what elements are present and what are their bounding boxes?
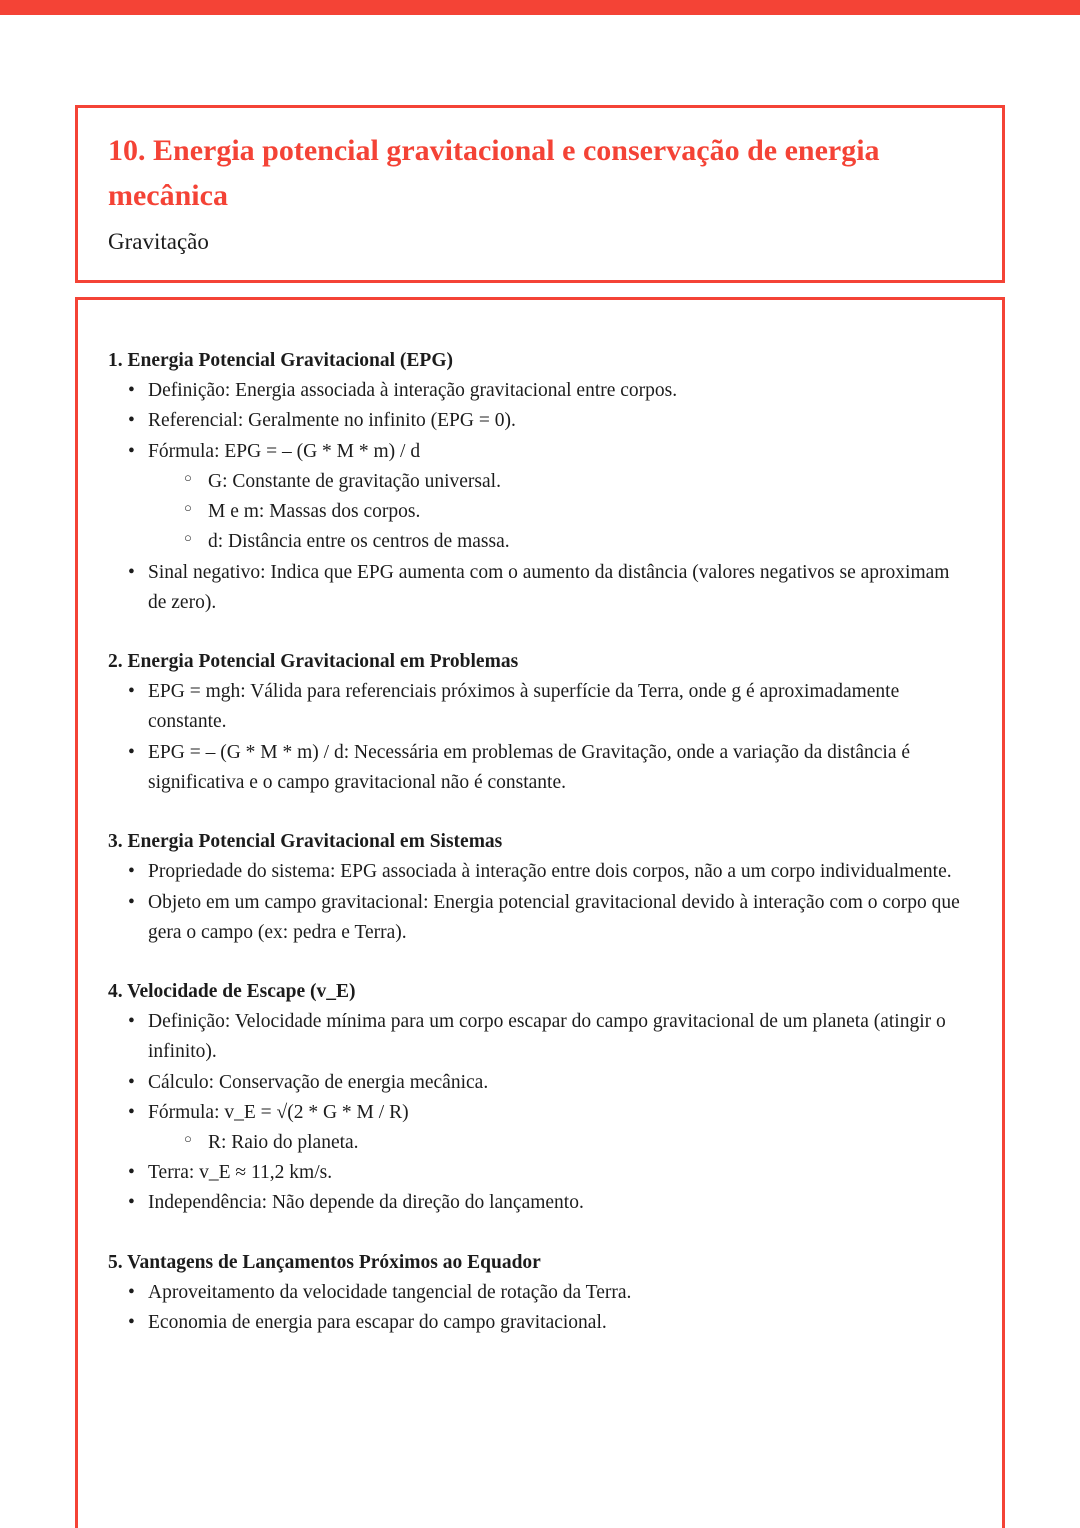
section xyxy=(108,977,972,1219)
sub-bullet-item: ○ M e m: Massas dos corpos. xyxy=(182,497,972,527)
sub-bullet-item: ○ R: Raio do planeta. xyxy=(182,1128,972,1158)
bullet-item: • Propriedade do sistema: EPG associada à interação entre dois corpos, não a um corpo individualmente. xyxy=(126,857,972,887)
section xyxy=(108,827,972,948)
bullet-item: • EPG = – (G * M * m) / d: Necessária em problemas de Gravitação, onde a variação da distância é significativa e o campo gravitacional não é constante. xyxy=(126,738,972,798)
sections xyxy=(108,346,972,1338)
bullet-item: • Definição: Velocidade mínima para um corpo escapar do campo gravitacional de um planeta (atingir o infinito). xyxy=(126,1007,972,1067)
bullet-item: • Aproveitamento da velocidade tangencial de rotação da Terra. xyxy=(126,1278,972,1308)
bullet-item: • Referencial: Geralmente no infinito (EPG = 0). xyxy=(126,406,972,436)
bullet-list xyxy=(108,376,972,618)
bullet-item: • Economia de energia para escapar do campo gravitacional. xyxy=(126,1308,972,1338)
content-box xyxy=(75,297,1005,1528)
section-heading: 1. Energia Potencial Gravitacional (EPG) xyxy=(108,350,453,371)
bullet-list xyxy=(108,677,972,798)
bullet-item: • Cálculo: Conservação de energia mecânica. xyxy=(126,1068,972,1098)
section xyxy=(108,1248,972,1339)
bullet-item: • Sinal negativo: Indica que EPG aumenta com o aumento da distância (valores negativos se aproximam de zero). xyxy=(126,558,972,618)
bullet-item: • Terra: v_E ≈ 11,2 km/s. xyxy=(126,1158,972,1188)
bullet-item: • Fórmula: v_E = √(2 * G * M / R) ○ R: Raio do planeta. xyxy=(126,1098,972,1158)
bullet-item: • EPG = mgh: Válida para referenciais próximos à superfície da Terra, onde g é aproximadamente constante. xyxy=(126,677,972,737)
bullet-item: • Independência: Não depende da direção do lançamento. xyxy=(126,1188,972,1218)
section-heading: 2. Energia Potencial Gravitacional em Problemas xyxy=(108,650,519,672)
top-accent-bar xyxy=(0,0,1080,15)
page-title: 10. Energia potencial gravitacional e conservação de energia mecânica xyxy=(108,134,880,212)
section-heading: 5. Vantagens de Lançamentos Próximos ao Equador xyxy=(108,1251,541,1273)
sub-bullet-list xyxy=(148,1128,972,1158)
title-box xyxy=(75,105,1005,283)
sub-bullet-item: ○ d: Distância entre os centros de massa. xyxy=(182,527,972,557)
bullet-list xyxy=(108,1278,972,1338)
bullet-list xyxy=(108,857,972,948)
sub-bullet-list xyxy=(148,467,972,558)
section xyxy=(108,346,972,618)
bullet-item: • Fórmula: EPG = – (G * M * m) / d ○ G: Constante de gravitação universal. ○ M e m: Massas dos corpos. ○ d: Distância entre os centros de massa. xyxy=(126,437,972,558)
bullet-item: • Objeto em um campo gravitacional: Energia potencial gravitacional devido à interação com o corpo que gera o campo (ex: pedra e Terra). xyxy=(126,888,972,948)
bullet-item: • Definição: Energia associada à interação gravitacional entre corpos. xyxy=(126,376,972,406)
section-heading: 4. Velocidade de Escape (v_E) xyxy=(108,980,356,1002)
section-heading: 3. Energia Potencial Gravitacional em Sistemas xyxy=(108,831,503,853)
section xyxy=(108,647,972,798)
page-subtitle: Gravitação xyxy=(108,229,209,254)
bullet-list xyxy=(108,1007,972,1219)
sub-bullet-item: ○ G: Constante de gravitação universal. xyxy=(182,467,972,497)
